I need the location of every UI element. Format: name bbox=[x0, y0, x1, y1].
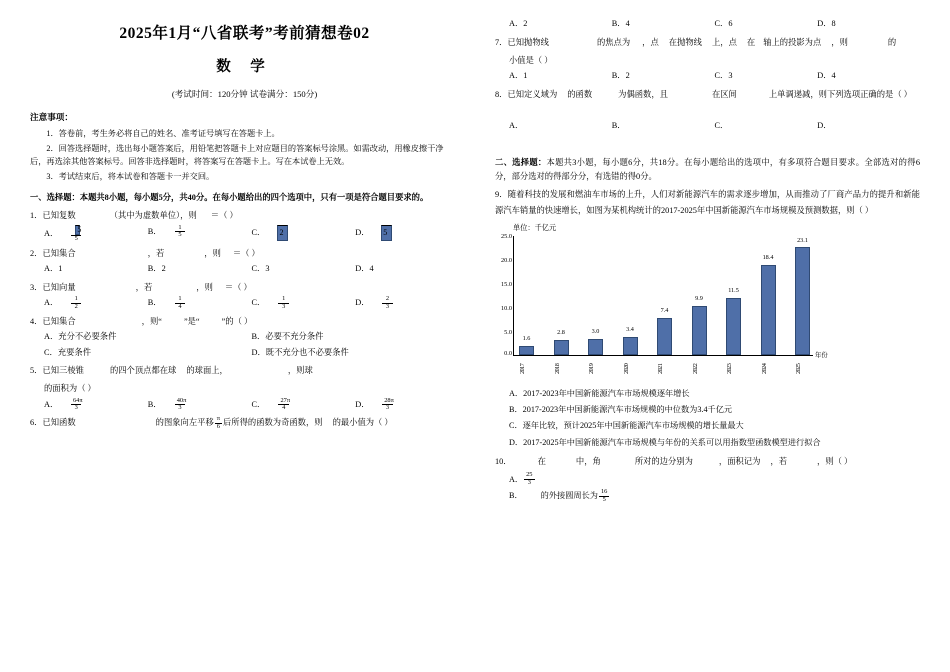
y-tick: 10.0 bbox=[500, 304, 512, 312]
q10-options bbox=[509, 472, 920, 505]
bar bbox=[761, 265, 776, 355]
q5-tail4: 的面积为（ ） bbox=[44, 384, 96, 394]
q10-number: 10． bbox=[495, 457, 512, 467]
q4-formula-1 bbox=[76, 317, 142, 327]
y-tick: 15.0 bbox=[500, 280, 512, 288]
q2-option-d[interactable]: D．4 bbox=[355, 264, 374, 274]
y-tick: 25.0 bbox=[500, 232, 512, 240]
q2-formula-1 bbox=[76, 249, 148, 259]
question-7 bbox=[495, 35, 920, 50]
q4-text: 已知集合 bbox=[42, 316, 76, 326]
subject-title: 数 学 bbox=[216, 59, 273, 76]
q7-tail4: 上，点 bbox=[711, 37, 737, 47]
q8-tail2: 为偶函数，且 bbox=[618, 89, 668, 99]
x-tick: 2022 bbox=[691, 363, 699, 374]
q8-text: 已知定义域为 bbox=[507, 89, 558, 99]
q4-tail: ，则“ bbox=[141, 316, 162, 326]
q7-tail: 的焦点为 bbox=[596, 37, 631, 47]
q7-formula-1 bbox=[549, 38, 597, 48]
notice-item: 3．考试结束后，将本试卷和答题卡一并交回。 bbox=[46, 172, 215, 182]
q7-tail6: 轴上的投影为点 bbox=[763, 37, 822, 47]
chart-unit-label: 单位：千亿元 bbox=[513, 223, 557, 232]
q9-options bbox=[509, 386, 920, 452]
q5-tail3: ，则球 bbox=[287, 366, 313, 376]
new-energy-vehicle-bar-chart bbox=[500, 222, 828, 382]
q5-options bbox=[44, 398, 459, 413]
q8-formula-2 bbox=[592, 90, 618, 100]
y-tick: 20.0 bbox=[500, 256, 512, 264]
q3-tail3: ＝（ ） bbox=[224, 282, 252, 292]
chart-x-axis bbox=[518, 357, 811, 381]
q7-formula-4 bbox=[702, 38, 712, 48]
q9-option-c[interactable]: C．逐年比较，预计2025年中国新能源汽车市场规模的增长量最大 bbox=[509, 421, 744, 431]
bar-value: 3.4 bbox=[626, 325, 634, 333]
q6-formula-3 bbox=[323, 419, 333, 429]
q1-number: 1． bbox=[30, 211, 43, 221]
q9-option-a[interactable]: A．2017-2023年中国新能源汽车市场规模逐年增长 bbox=[509, 388, 690, 398]
q7-text: 已知抛物线 bbox=[507, 37, 549, 47]
bar-value: 23.1 bbox=[797, 236, 808, 244]
q10-formula-1 bbox=[512, 457, 538, 467]
q5-formula-2 bbox=[176, 366, 186, 376]
x-tick: 2017 bbox=[519, 363, 526, 374]
section-multi-text: 本题共3小题，每小题6分，共18分。在每小题给出的选项中，有多项符合题目要求。全部选对的得6分，部分选对的得部分分，有选错的得0分。 bbox=[495, 158, 920, 182]
q2-tail3: ＝（ ） bbox=[232, 248, 260, 258]
q3-option-d[interactable]: D． $\frac{2}{3}$ bbox=[355, 296, 459, 311]
chart-x-axis-label: 年份 bbox=[815, 351, 828, 359]
q6-number: 6． bbox=[30, 418, 43, 428]
q9-number: 9． bbox=[495, 190, 508, 200]
q3-formula-2 bbox=[152, 283, 196, 293]
q10-option-b[interactable]: B． 的外接圆周长为 $\frac{16}{5}$ bbox=[509, 487, 608, 503]
q8-number: 8． bbox=[495, 89, 508, 99]
q7-option-a[interactable]: A．1 bbox=[509, 71, 528, 81]
q2-formula-3 bbox=[221, 249, 233, 259]
q4-formula-3 bbox=[200, 317, 222, 327]
chart-y-axis bbox=[492, 231, 514, 357]
q7-option-b[interactable]: B．2 bbox=[611, 71, 630, 81]
q4-option-c[interactable]: C．充要条件 bbox=[44, 347, 92, 357]
q4-formula-2 bbox=[162, 317, 184, 327]
q2-option-a[interactable]: A．1 bbox=[44, 264, 63, 274]
q10-formula-5 bbox=[760, 457, 770, 467]
q6-formula-2: $\frac{\pi}{6}$ bbox=[216, 415, 220, 430]
q6-option-b[interactable]: B．4 bbox=[611, 19, 630, 28]
q5-text: 已知三棱锥 bbox=[42, 366, 84, 376]
q3-option-c[interactable]: C． $\frac{1}{3}$ bbox=[252, 296, 356, 311]
q4-options-row1 bbox=[44, 330, 459, 345]
q7-formula-3 bbox=[659, 38, 669, 48]
q8-formula-4 bbox=[737, 90, 769, 100]
q8-tail: 的函数 bbox=[567, 89, 593, 99]
q8-options bbox=[509, 103, 920, 149]
q1-tail2: ＝（ ） bbox=[210, 211, 238, 221]
section-single-choice: 一、选择题：本题共8小题，每小题5分，共40分。在每小题给出的四个选项中，只有一项是符合题目要求的。 bbox=[30, 193, 429, 203]
q1-options bbox=[44, 225, 459, 243]
q5-formula-4 bbox=[313, 366, 323, 376]
q7-formula-6 bbox=[755, 38, 763, 48]
q7-option-c[interactable]: C．3 bbox=[714, 71, 733, 81]
q2-options bbox=[44, 262, 459, 277]
q7-number: 7． bbox=[495, 37, 508, 47]
q10-tail2: 所对的边分别为 bbox=[634, 457, 693, 467]
exam-info: (考试时间：120分钟 试卷满分：150分) bbox=[171, 88, 318, 99]
q4-number: 4． bbox=[30, 316, 43, 326]
notice-title: 注意事项： bbox=[30, 111, 73, 122]
bar bbox=[519, 346, 534, 355]
q1-option-c[interactable]: C． 2 bbox=[252, 225, 356, 243]
notice-item: 1．答卷前，考生务必将自己的姓名、准考证号填写在答题卡上。 bbox=[46, 128, 280, 138]
q1-formula-2 bbox=[197, 212, 211, 222]
q2-formula-2 bbox=[164, 249, 204, 259]
q7-options bbox=[509, 69, 920, 84]
q9-option-d[interactable]: D．2017-2025年中国新能源汽车市场规模与年份的关系可以用指数型函数模型进行拟合 bbox=[509, 437, 821, 447]
question-8 bbox=[495, 87, 920, 102]
q6-options bbox=[509, 17, 920, 32]
q7-option-d[interactable]: D．4 bbox=[817, 71, 836, 81]
bar-value: 3.0 bbox=[591, 327, 600, 335]
question-10 bbox=[495, 454, 920, 469]
question-2 bbox=[30, 246, 459, 261]
q6-formula-1 bbox=[76, 419, 156, 429]
y-tick: 0.0 bbox=[504, 349, 512, 357]
q10-tail5: ，则（ ） bbox=[817, 457, 853, 467]
q5-number: 5． bbox=[30, 366, 43, 376]
question-9 bbox=[495, 187, 920, 218]
q5-formula-3 bbox=[228, 366, 288, 376]
bar-value: 7.4 bbox=[660, 306, 669, 314]
q8-tail4: 上单调递减，则下列选项正确的是（ ） bbox=[768, 89, 912, 99]
section-multi-label: 二、选择题： bbox=[495, 158, 547, 168]
q2-option-c[interactable]: C．3 bbox=[251, 264, 270, 274]
q3-option-a[interactable]: A． $\frac{1}{2}$ bbox=[44, 296, 148, 311]
q2-tail: ，若 bbox=[147, 248, 165, 258]
bar bbox=[623, 337, 638, 355]
bar-item bbox=[518, 236, 535, 355]
bar-item bbox=[553, 236, 570, 355]
q2-tail2: ，则 bbox=[204, 248, 221, 258]
right-column bbox=[475, 16, 920, 662]
q8-option-b[interactable]: B． bbox=[611, 120, 626, 130]
x-tick: 2024 bbox=[760, 363, 768, 374]
y-tick: 5.0 bbox=[504, 328, 512, 336]
chart-bars bbox=[518, 236, 811, 355]
question-5-cont bbox=[44, 381, 459, 396]
q3-options bbox=[44, 296, 459, 311]
section-multi-choice bbox=[495, 156, 920, 184]
q7-formula-5 bbox=[737, 38, 747, 48]
x-tick: 2021 bbox=[657, 363, 664, 374]
q5-option-d[interactable]: D． $\frac{28\pi}{3}$ bbox=[355, 396, 394, 412]
question-6 bbox=[30, 415, 459, 430]
notice-item: 2．回答选择题时，选出每小题答案后，用铅笔把答题卡上对应题目的答案标号涂黑。如需改动，用橡皮擦干净后，再选涂其他答案标号。回答非选择题时，将答案写在答题卡上。写在本试卷上无效。 bbox=[30, 143, 444, 167]
q10-tail4: ，若 bbox=[770, 457, 788, 467]
q4-option-d[interactable]: D．既不充分也不必要条件 bbox=[251, 347, 349, 357]
q10-formula-2 bbox=[546, 457, 576, 467]
bar-value: 1.6 bbox=[522, 334, 531, 342]
q10-formula-4 bbox=[693, 457, 719, 467]
x-tick: 2020 bbox=[622, 363, 630, 374]
x-tick: 2019 bbox=[588, 363, 595, 374]
question-1 bbox=[30, 208, 459, 223]
q6-tail3: 的最小值为（ ） bbox=[332, 418, 393, 428]
q7-tail2: ，点 bbox=[642, 37, 659, 47]
question-3 bbox=[30, 280, 459, 295]
q6-tail2: 后所得的函数为奇函数，则 bbox=[222, 418, 323, 428]
q1-tail: （其中为虚数单位），则 bbox=[109, 211, 197, 221]
q7-formula-7 bbox=[821, 38, 831, 48]
q5-option-c[interactable]: C． $\frac{27\pi}{4}$ bbox=[251, 396, 291, 412]
q10-tail: 中，角 bbox=[575, 457, 601, 467]
bar-item bbox=[691, 236, 708, 355]
q7-tail8: 小值是（ ） bbox=[509, 55, 553, 65]
q1-option-a[interactable]: A． $\frac{5}{5}$ bbox=[44, 224, 82, 243]
question-7-cont bbox=[509, 53, 920, 68]
bar bbox=[726, 298, 741, 355]
page-title: 2025年1月“八省联考”考前猜想卷02 bbox=[119, 25, 370, 42]
q2-option-b[interactable]: B．2 bbox=[147, 264, 166, 274]
q3-text: 已知向量 bbox=[42, 282, 76, 292]
q5-option-b[interactable]: B． $\frac{40\pi}{3}$ bbox=[147, 396, 187, 412]
q6-option-c[interactable]: C．6 bbox=[714, 19, 733, 28]
q4-tail3: ”的（ ） bbox=[221, 316, 253, 326]
q5-formula-1 bbox=[84, 366, 110, 376]
bar-value: 2.8 bbox=[557, 328, 565, 336]
x-tick: 2023 bbox=[726, 363, 733, 374]
q8-formula-1 bbox=[557, 90, 567, 100]
q8-tail3: 在区间 bbox=[711, 89, 737, 99]
q7-tail7: ，则 bbox=[831, 37, 848, 47]
q3-tail2: ，则 bbox=[196, 282, 213, 292]
left-column bbox=[30, 16, 475, 662]
question-4 bbox=[30, 314, 459, 329]
q8-option-c[interactable]: C． bbox=[714, 120, 729, 130]
bar-item bbox=[725, 236, 742, 355]
q4-tail2: ”是“ bbox=[183, 316, 200, 326]
q3-number: 3． bbox=[30, 282, 43, 292]
x-tick: 2025 bbox=[795, 363, 802, 374]
q6-text: 已知函数 bbox=[42, 418, 76, 428]
q6-option-d[interactable]: D．8 bbox=[817, 19, 836, 28]
q2-number: 2． bbox=[30, 248, 43, 258]
q7-tail3: 在抛物线 bbox=[668, 37, 702, 47]
q10-option-a[interactable]: A． $\frac{25}{3}$ bbox=[509, 471, 533, 487]
q10-formula-3 bbox=[601, 457, 635, 467]
q3-formula-1 bbox=[76, 283, 136, 293]
q5-tail: 的四个顶点都在球 bbox=[109, 366, 177, 376]
bar bbox=[554, 340, 569, 355]
bar-item bbox=[587, 236, 604, 355]
q8-formula-3 bbox=[668, 90, 712, 100]
q10-formula-6 bbox=[787, 457, 817, 467]
bar-item bbox=[622, 236, 639, 355]
q8-option-a[interactable]: A． bbox=[509, 120, 524, 130]
q1-option-b[interactable]: B． $\frac{1}{5}$ bbox=[148, 225, 252, 243]
two-column-layout bbox=[30, 16, 920, 662]
q6-tail: 的图象向左平移 bbox=[155, 418, 214, 428]
question-5 bbox=[30, 363, 459, 378]
bar bbox=[692, 306, 707, 355]
q3-option-b[interactable]: B． $\frac{1}{4}$ bbox=[148, 296, 252, 311]
q7-formula-2 bbox=[630, 38, 642, 48]
bar-value: 9.9 bbox=[695, 294, 703, 302]
q6-option-a[interactable]: A．2 bbox=[509, 19, 528, 28]
bar bbox=[795, 247, 810, 354]
bar bbox=[588, 339, 603, 355]
q9-option-b[interactable]: B．2017-2023年中国新能源汽车市场规模的中位数为3.4千亿元 bbox=[509, 404, 733, 414]
q1-text: 已知复数 bbox=[42, 211, 76, 221]
q3-formula-3 bbox=[213, 283, 225, 293]
q8-option-d[interactable]: D． bbox=[817, 120, 832, 130]
bar-value: 11.5 bbox=[728, 286, 739, 294]
q4-option-b[interactable]: B．必要不充分条件 bbox=[251, 332, 324, 342]
q7-formula-8 bbox=[848, 38, 888, 48]
q4-option-a[interactable]: A．充分不必要条件 bbox=[44, 332, 117, 342]
q3-tail: ，若 bbox=[135, 282, 153, 292]
bar-item bbox=[794, 236, 811, 355]
q1-option-d[interactable]: D． 5 bbox=[355, 225, 459, 243]
q1-formula-1 bbox=[76, 212, 110, 222]
q7-tail5: 在 bbox=[746, 37, 756, 47]
bar-item bbox=[760, 236, 777, 355]
q10-text: 在 bbox=[537, 457, 546, 467]
q10-tail3: ，面积记为 bbox=[718, 457, 761, 467]
q5-tail2: 的球面上， bbox=[186, 366, 228, 376]
q2-text: 已知集合 bbox=[42, 248, 76, 258]
q7-tail8-inline: 的 bbox=[887, 37, 897, 47]
x-tick: 2018 bbox=[553, 363, 561, 374]
bar bbox=[657, 318, 672, 355]
chart-plot-area bbox=[500, 232, 828, 374]
q9-text: 随着科技的发展和燃油车市场的上升，人们对新能源汽车的需求逐步增加，从而推动了厂商产品力的提升和新能源汽车销量的快速增长，如图为某机构统计的2017-2025年中国新能源汽车市场规模及预测数据，则（ ） bbox=[495, 190, 920, 215]
bar-item bbox=[656, 236, 673, 355]
q5-option-a[interactable]: A． $\frac{64\pi}{3}$ bbox=[44, 396, 83, 412]
q4-options-row2 bbox=[44, 346, 459, 361]
bar-value: 18.4 bbox=[762, 253, 774, 261]
